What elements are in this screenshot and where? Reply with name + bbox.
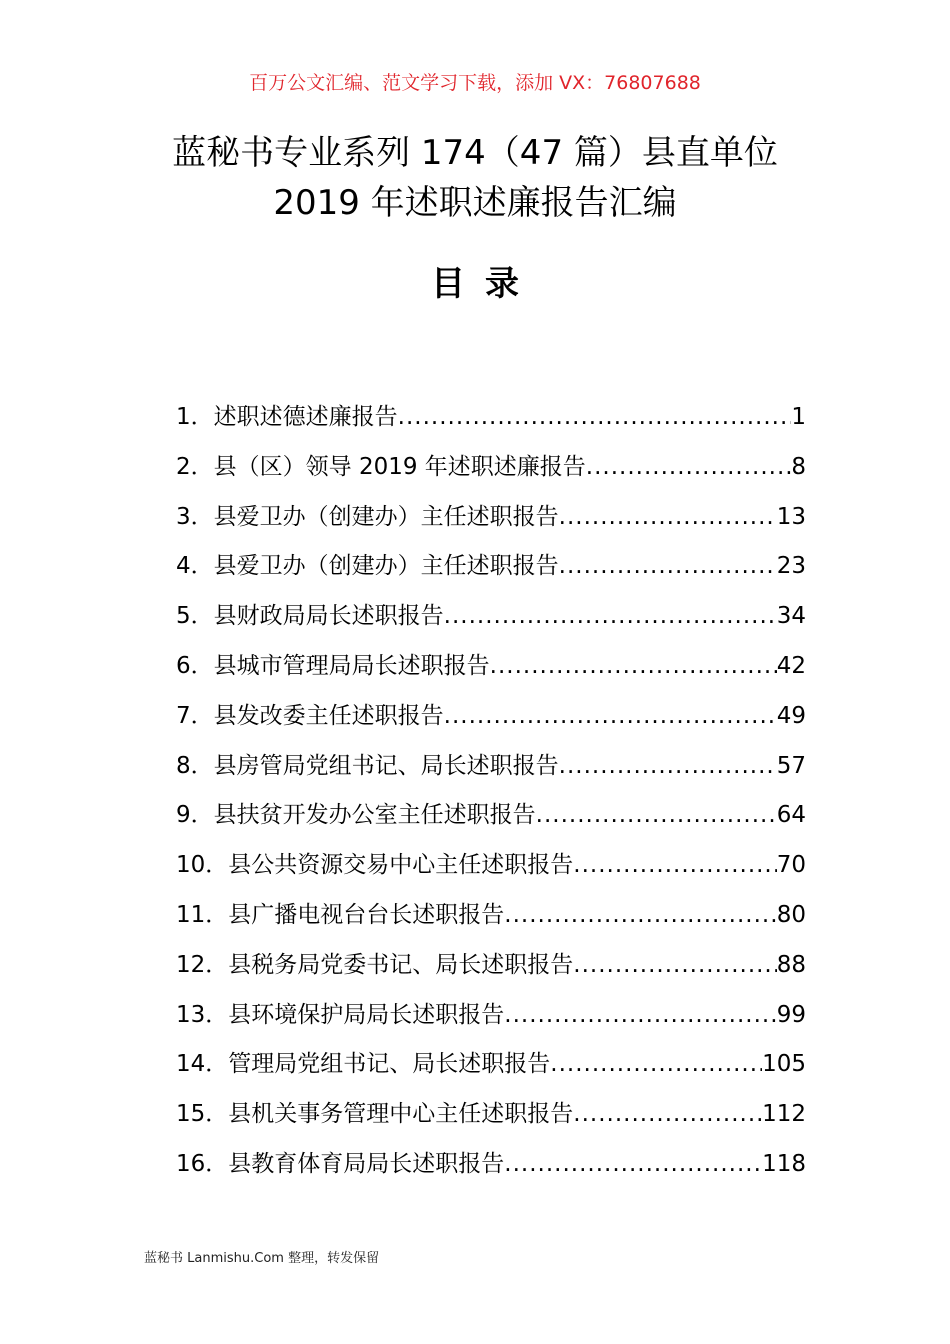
leader-dots — [573, 952, 776, 978]
toc-entry-page: 70 — [776, 852, 806, 879]
leader-dots — [504, 1002, 776, 1028]
toc-entry-label: 3．县爱卫办（创建办）主任述职报告 — [176, 503, 559, 530]
leader-dots — [586, 454, 792, 480]
toc-entry[interactable] — [176, 896, 806, 946]
leader-dots — [444, 603, 777, 629]
toc-entry-page: 23 — [776, 553, 806, 580]
toc-entry-label: 1．述职述德述廉报告 — [176, 404, 398, 430]
toc-entry[interactable] — [176, 647, 806, 697]
leader-dots — [398, 404, 792, 430]
toc-entry-label: 11．县广播电视台台长述职报告 — [176, 901, 505, 928]
toc-entry-label: 7．县发改委主任述职报告 — [176, 702, 444, 729]
leader-dots — [504, 902, 776, 928]
toc-entry[interactable] — [176, 697, 806, 747]
toc-entry[interactable] — [176, 796, 806, 846]
toc-entry-label: 8．县房管局党组书记、局长述职报告 — [176, 752, 559, 779]
toc-entry-page: 118 — [762, 1150, 806, 1177]
toc-heading: 目录 — [431, 264, 539, 304]
footer-note: 蓝秘书 Lanmishu.Com 整理，转发保留 — [144, 1251, 380, 1266]
toc-entry-label: 6．县城市管理局局长述职报告 — [176, 652, 490, 679]
leader-dots — [559, 753, 777, 779]
toc-entry-label: 9．县扶贫开发办公室主任述职报告 — [176, 802, 536, 829]
toc-entry-page: 34 — [776, 603, 806, 630]
toc-entry[interactable] — [176, 747, 806, 797]
toc-entry-label: 10．县公共资源交易中心主任述职报告 — [176, 852, 574, 879]
toc-entry[interactable] — [176, 597, 806, 647]
toc-entry[interactable] — [176, 398, 806, 448]
toc-entry[interactable] — [176, 1045, 806, 1095]
toc-entry-page: 42 — [776, 652, 806, 679]
toc-entry[interactable] — [176, 1145, 806, 1195]
toc-entry[interactable] — [176, 996, 806, 1046]
leader-dots — [559, 553, 777, 579]
toc-entry[interactable] — [176, 1095, 806, 1145]
toc-entry-page: 80 — [776, 901, 806, 928]
toc-entry-page: 88 — [776, 951, 806, 978]
toc-entry-page: 1 — [791, 404, 806, 430]
toc-entry-label: 2．县（区）领导 2019 年述职述廉报告 — [176, 453, 586, 480]
leader-dots — [504, 1151, 762, 1177]
toc-entry-page: 49 — [776, 702, 806, 729]
title-line-1: 蓝秘书专业系列 174（47 篇）县直单位 — [172, 133, 778, 173]
leader-dots — [536, 802, 777, 828]
toc-entry-label: 12．县税务局党委书记、局长述职报告 — [176, 951, 574, 978]
toc-entry-label: 13．县环境保护局局长述职报告 — [176, 1001, 505, 1028]
document-title — [0, 128, 950, 228]
leader-dots — [573, 852, 776, 878]
toc-entry-label: 14．管理局党组书记、局长述职报告 — [176, 1051, 551, 1078]
toc-entry-label: 5．县财政局局长述职报告 — [176, 603, 444, 630]
leader-dots — [573, 1101, 762, 1127]
toc-entry-label: 4．县爱卫办（创建办）主任述职报告 — [176, 553, 559, 580]
toc-entry-label: 16．县教育体育局局长述职报告 — [176, 1150, 505, 1177]
toc-entry-page: 99 — [776, 1001, 806, 1028]
toc-entry[interactable] — [176, 547, 806, 597]
toc-entry-page: 64 — [776, 802, 806, 829]
toc-entry-page: 13 — [776, 503, 806, 530]
leader-dots — [444, 703, 777, 729]
leader-dots — [490, 653, 777, 679]
toc-entry-label: 15．县机关事务管理中心主任述职报告 — [176, 1101, 574, 1128]
download-banner: 百万公文汇编、范文学习下载，添加 VX：76807688 — [249, 72, 701, 94]
toc-entry[interactable] — [176, 448, 806, 498]
toc-entry-page: 112 — [762, 1101, 806, 1128]
toc-entry[interactable] — [176, 498, 806, 548]
toc-entry-page: 105 — [762, 1051, 806, 1078]
title-line-2: 2019 年述职述廉报告汇编 — [273, 183, 677, 223]
toc-entry-page: 57 — [776, 752, 806, 779]
table-of-contents — [176, 398, 806, 1195]
leader-dots — [550, 1051, 762, 1077]
toc-entry[interactable] — [176, 846, 806, 896]
toc-entry-page: 8 — [791, 453, 806, 480]
toc-entry[interactable] — [176, 946, 806, 996]
leader-dots — [559, 504, 777, 530]
